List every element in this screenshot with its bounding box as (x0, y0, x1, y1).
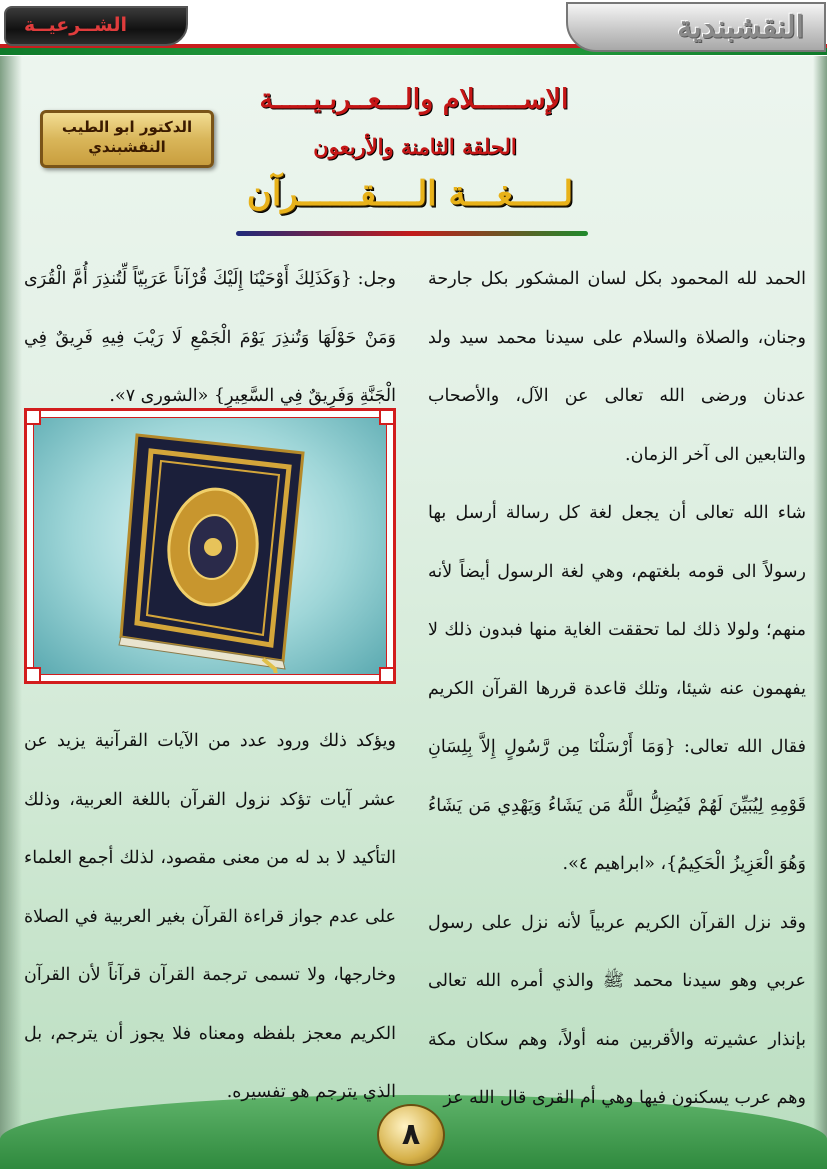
frame-corner (25, 667, 41, 683)
frame-corner (379, 409, 395, 425)
paragraph-2: شاء الله تعالى أن يجعل لغة كل رسالة أرسل بها رسولاً الى قومه بلغتهم، وهي لغة الرسول أيضاً لأنه منهم؛ ولولا ذلك لما تحققت الغاية منها فبدون ذلك لا يفهمون عنه شيئا، وتلك قاعدة قررها القرآن الكريم فقال الله تعالى: {وَمَا أَرْسَلْنَا مِن رَّسُولٍ إِلاَّ بِلِسَانِ قَوْمِهِ لِيُبَيِّنَ لَهُمْ فَيُضِلُّ اللَّهُ مَن يَشَاءُ وَيَهْدِي مَن يَشَاءُ وَهُوَ الْعَزِيزُ الْحَكِيمُ}، «ابراهيم ٤». (428, 503, 806, 874)
page-number: ٨ (377, 1104, 445, 1166)
quran-book-icon (107, 423, 317, 673)
right-column (428, 250, 806, 1128)
section-label: الشــرعيــة (24, 14, 128, 36)
paragraph-4: وجل: {وَكَذَلِكَ أَوْحَيْنَا إِلَيْكَ قُرْآناً عَرَبِيّاً لِّتُنذِرَ أُمَّ الْقُرَى وَمَنْ حَوْلَهَا وَتُنذِرَ يَوْمَ الْجَمْعِ لَا رَيْبَ فِيهِ فَرِيقٌ فِي الْجَنَّةِ وَفَرِيقٌ فِي السَّعِيرِ} «الشورى ٧». (24, 269, 396, 406)
magazine-name: النقشبندية (677, 10, 804, 45)
quran-image-frame (24, 408, 396, 684)
frame-corner (379, 667, 395, 683)
left-edge-shade (0, 56, 22, 1169)
paragraph-3: وقد نزل القرآن الكريم عربياً لأنه نزل على رسول عربي وهو سيدنا محمد ﷺ والذي أمره الله تعالى بإنذار عشيرته والأقربين منه أولاً، وهم سكان مكة وهم عرب يسكنون فيها وهي أم القرى قال الله عز (428, 912, 806, 1108)
episode-title: الحلقة الثامنة والأربعون (313, 134, 517, 159)
magazine-name-tab (566, 2, 826, 52)
paragraph-5: ويؤكد ذلك ورود عدد من الآيات القرآنية يزيد عن عشر آيات تؤكد نزول القرآن باللغة العربية، وذلك التأكيد لا بد له من معنى مقصود، لذلك أجمع العلماء على عدم جواز قراءة القرآن بغير العربية في الصلاة وخارجها، ولا تسمى ترجمة القرآن قرآناً لأن القرآن الكريم معجز بلفظه ومعناه فلا يجوز أن يترجم، بل الذي يترجم هو تفسيره. (24, 731, 396, 1102)
title-divider (236, 231, 588, 236)
section-tab (4, 6, 188, 46)
right-edge-shade (813, 56, 827, 1169)
paragraph-1: الحمد لله المحمود بكل لسان المشكور بكل جارحة وجنان، والصلاة والسلام على سيدنا محمد سيد ولد عدنان ورضى الله تعالى عن الآل، والأصحاب والتابعين الى آخر الزمان. (428, 269, 806, 465)
frame-corner (25, 409, 41, 425)
left-column-bottom (24, 712, 396, 1122)
author-line-2: النقشبندي (88, 138, 166, 156)
series-title: الإســــــلام والـــعــربـيـــــة (259, 84, 569, 115)
left-column-top (24, 250, 396, 426)
author-plaque (40, 110, 214, 168)
author-line-1: الدكتور ابو الطيب (61, 118, 193, 136)
article-title: لـــــغـــة الــــقــــــرآن (246, 174, 574, 214)
